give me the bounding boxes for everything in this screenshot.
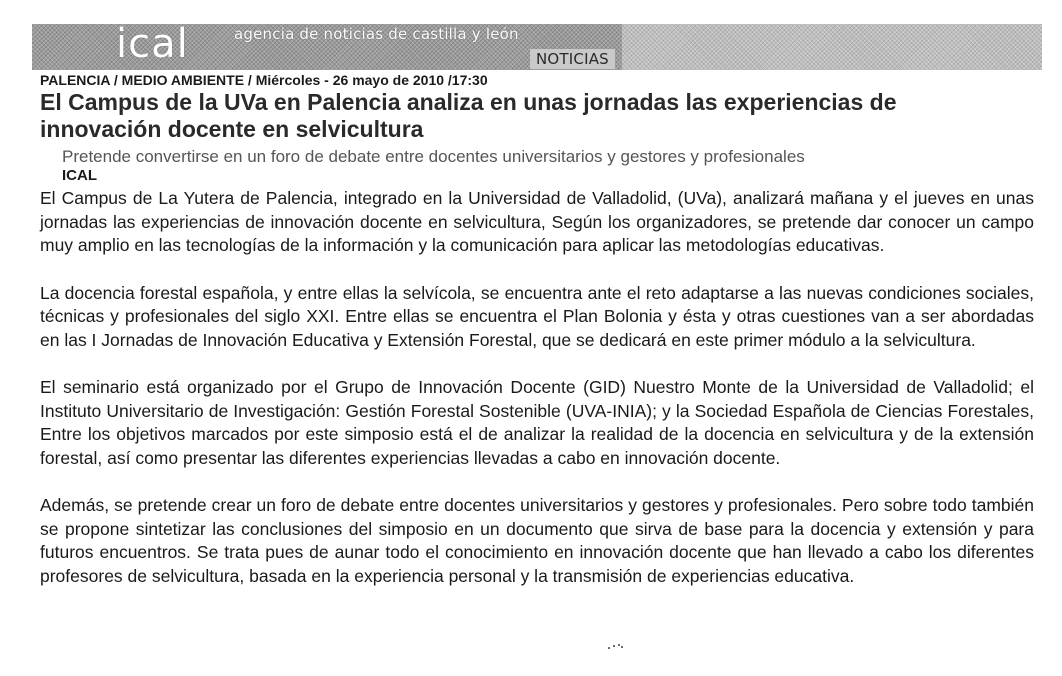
article-paragraph: Además, se pretende crear un foro de debate entre docentes universitarios y gestores y profesionales. Pero sobre todo también se propone sintetizar las conclusiones del simposio en un documento que sirva de base para la docencia y extensión y para futuros encuentros. Se trata pues de aunar todo el conocimiento en innovación docente que han llevado a cabo los diferentes profesores de selvicultura, basada en la experiencia personal y la transmisión de experiencias educativa. [40, 495, 1034, 586]
article-body [40, 187, 1034, 612]
article-byline: ICAL [62, 167, 97, 184]
article-subtitle: Pretende convertirse en un foro de debate entre docentes universitarios y gestores y profesionales [62, 147, 805, 166]
masthead-banner-light-section [622, 24, 1042, 70]
article-paragraph: El Campus de La Yutera de Palencia, integrado en la Universidad de Valladolid, (UVa), analizará mañana y el jueves en unas jornadas las experiencias de innovación docente en selvicultura, Según los organizadores, se pretende dar conocer un campo muy amplio en las tecnologías de la información y la comunicación para aplicar las metodologías educativas. [40, 188, 1034, 255]
article-headline: El Campus de la UVa en Palencia analiza en unas jornadas las experiencias de innovación docente en selvicultura [40, 89, 897, 142]
ical-logo: ical [116, 21, 189, 67]
article-dateline: PALENCIA / MEDIO AMBIENTE / Miércoles - 26 mayo de 2010 /17:30 [40, 72, 488, 88]
masthead-banner [32, 21, 1042, 70]
scan-speck [608, 644, 624, 650]
article-paragraph: El seminario está organizado por el Grupo de Innovación Docente (GID) Nuestro Monte de la Universidad de Valladolid; el Instituto Universitario de Investigación: Gestión Forestal Sostenible (UVA-INIA); y la Sociedad Española de Ciencias Forestales, Entre los objetivos marcados por este simposio está el de analizar la realidad de la docencia en selvicultura y de la extensión forestal, así como presentar las diferentes experiencias llevadas a cabo en innovación docente. [40, 377, 1034, 468]
article-paragraph: La docencia forestal española, y entre ellas la selvícola, se encuentra ante el reto adaptarse a las nuevas condiciones sociales, técnicas y profesionales del siglo XXI. Entre ellas se encuentra el Plan Bolonia y ésta y otras cuestiones van a ser abordadas en las I Jornadas de Innovación Educativa y Extensión Forestal, que se dedicará en este primer módulo a la selvicultura. [40, 282, 1034, 350]
section-label: NOTICIAS [530, 49, 615, 69]
masthead-tagline: agencia de noticias de castilla y león [234, 25, 519, 43]
